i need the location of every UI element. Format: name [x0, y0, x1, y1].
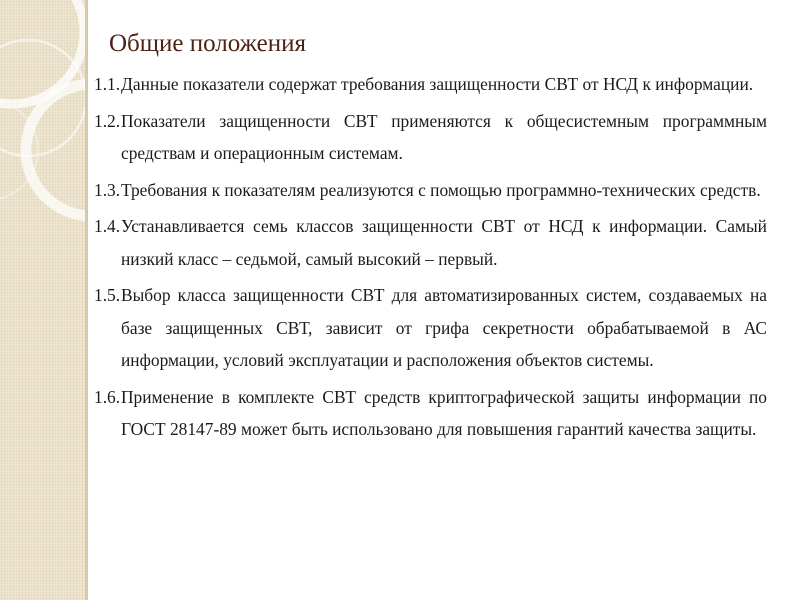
- item-text: Требования к показателям реализуются с помощью программно-технических средств.: [121, 179, 761, 200]
- decorative-side-panel: [0, 0, 88, 600]
- item-number: 1.4.: [94, 216, 121, 236]
- item-text: Данные показатели содержат требования защищенности СВТ от НСД к информации.: [121, 74, 754, 94]
- provisions-list: [94, 68, 767, 450]
- side-panel-edge: [85, 0, 88, 600]
- item-text: Устанавливается семь классов защищенности СВТ от НСД к информации. Самый низкий класс – седьмой, самый высокий – первый.: [121, 216, 767, 269]
- list-item: [94, 174, 767, 207]
- item-number: 1.1.: [94, 74, 121, 94]
- item-text: Показатели защищенности СВТ применяются к общесистемным программным средствам и операционным системам.: [121, 110, 767, 163]
- item-number: 1.5.: [94, 285, 121, 305]
- item-number: 1.6.: [94, 386, 121, 407]
- item-text: Применение в комплекте СВТ средств криптографической защиты информации по ГОСТ 28147-89 может быть использовано для повышения гарантий качества защиты.: [121, 386, 767, 439]
- list-item: [94, 381, 767, 446]
- item-text: Выбор класса защищенности СВТ для автоматизированных систем, создаваемых на базе защищенных СВТ, зависит от грифа секретности обрабатываемой в АС информации, условий эксплуатации и расположения объектов системы.: [121, 285, 767, 370]
- list-item: [94, 279, 767, 377]
- slide-title: Общие положения: [109, 30, 306, 57]
- item-number: 1.2.: [94, 110, 121, 131]
- item-number: 1.3.: [94, 179, 121, 200]
- list-item: [94, 210, 767, 275]
- list-item: [94, 105, 767, 170]
- list-item: [94, 68, 767, 101]
- decorative-circles-graphic: [0, 0, 88, 600]
